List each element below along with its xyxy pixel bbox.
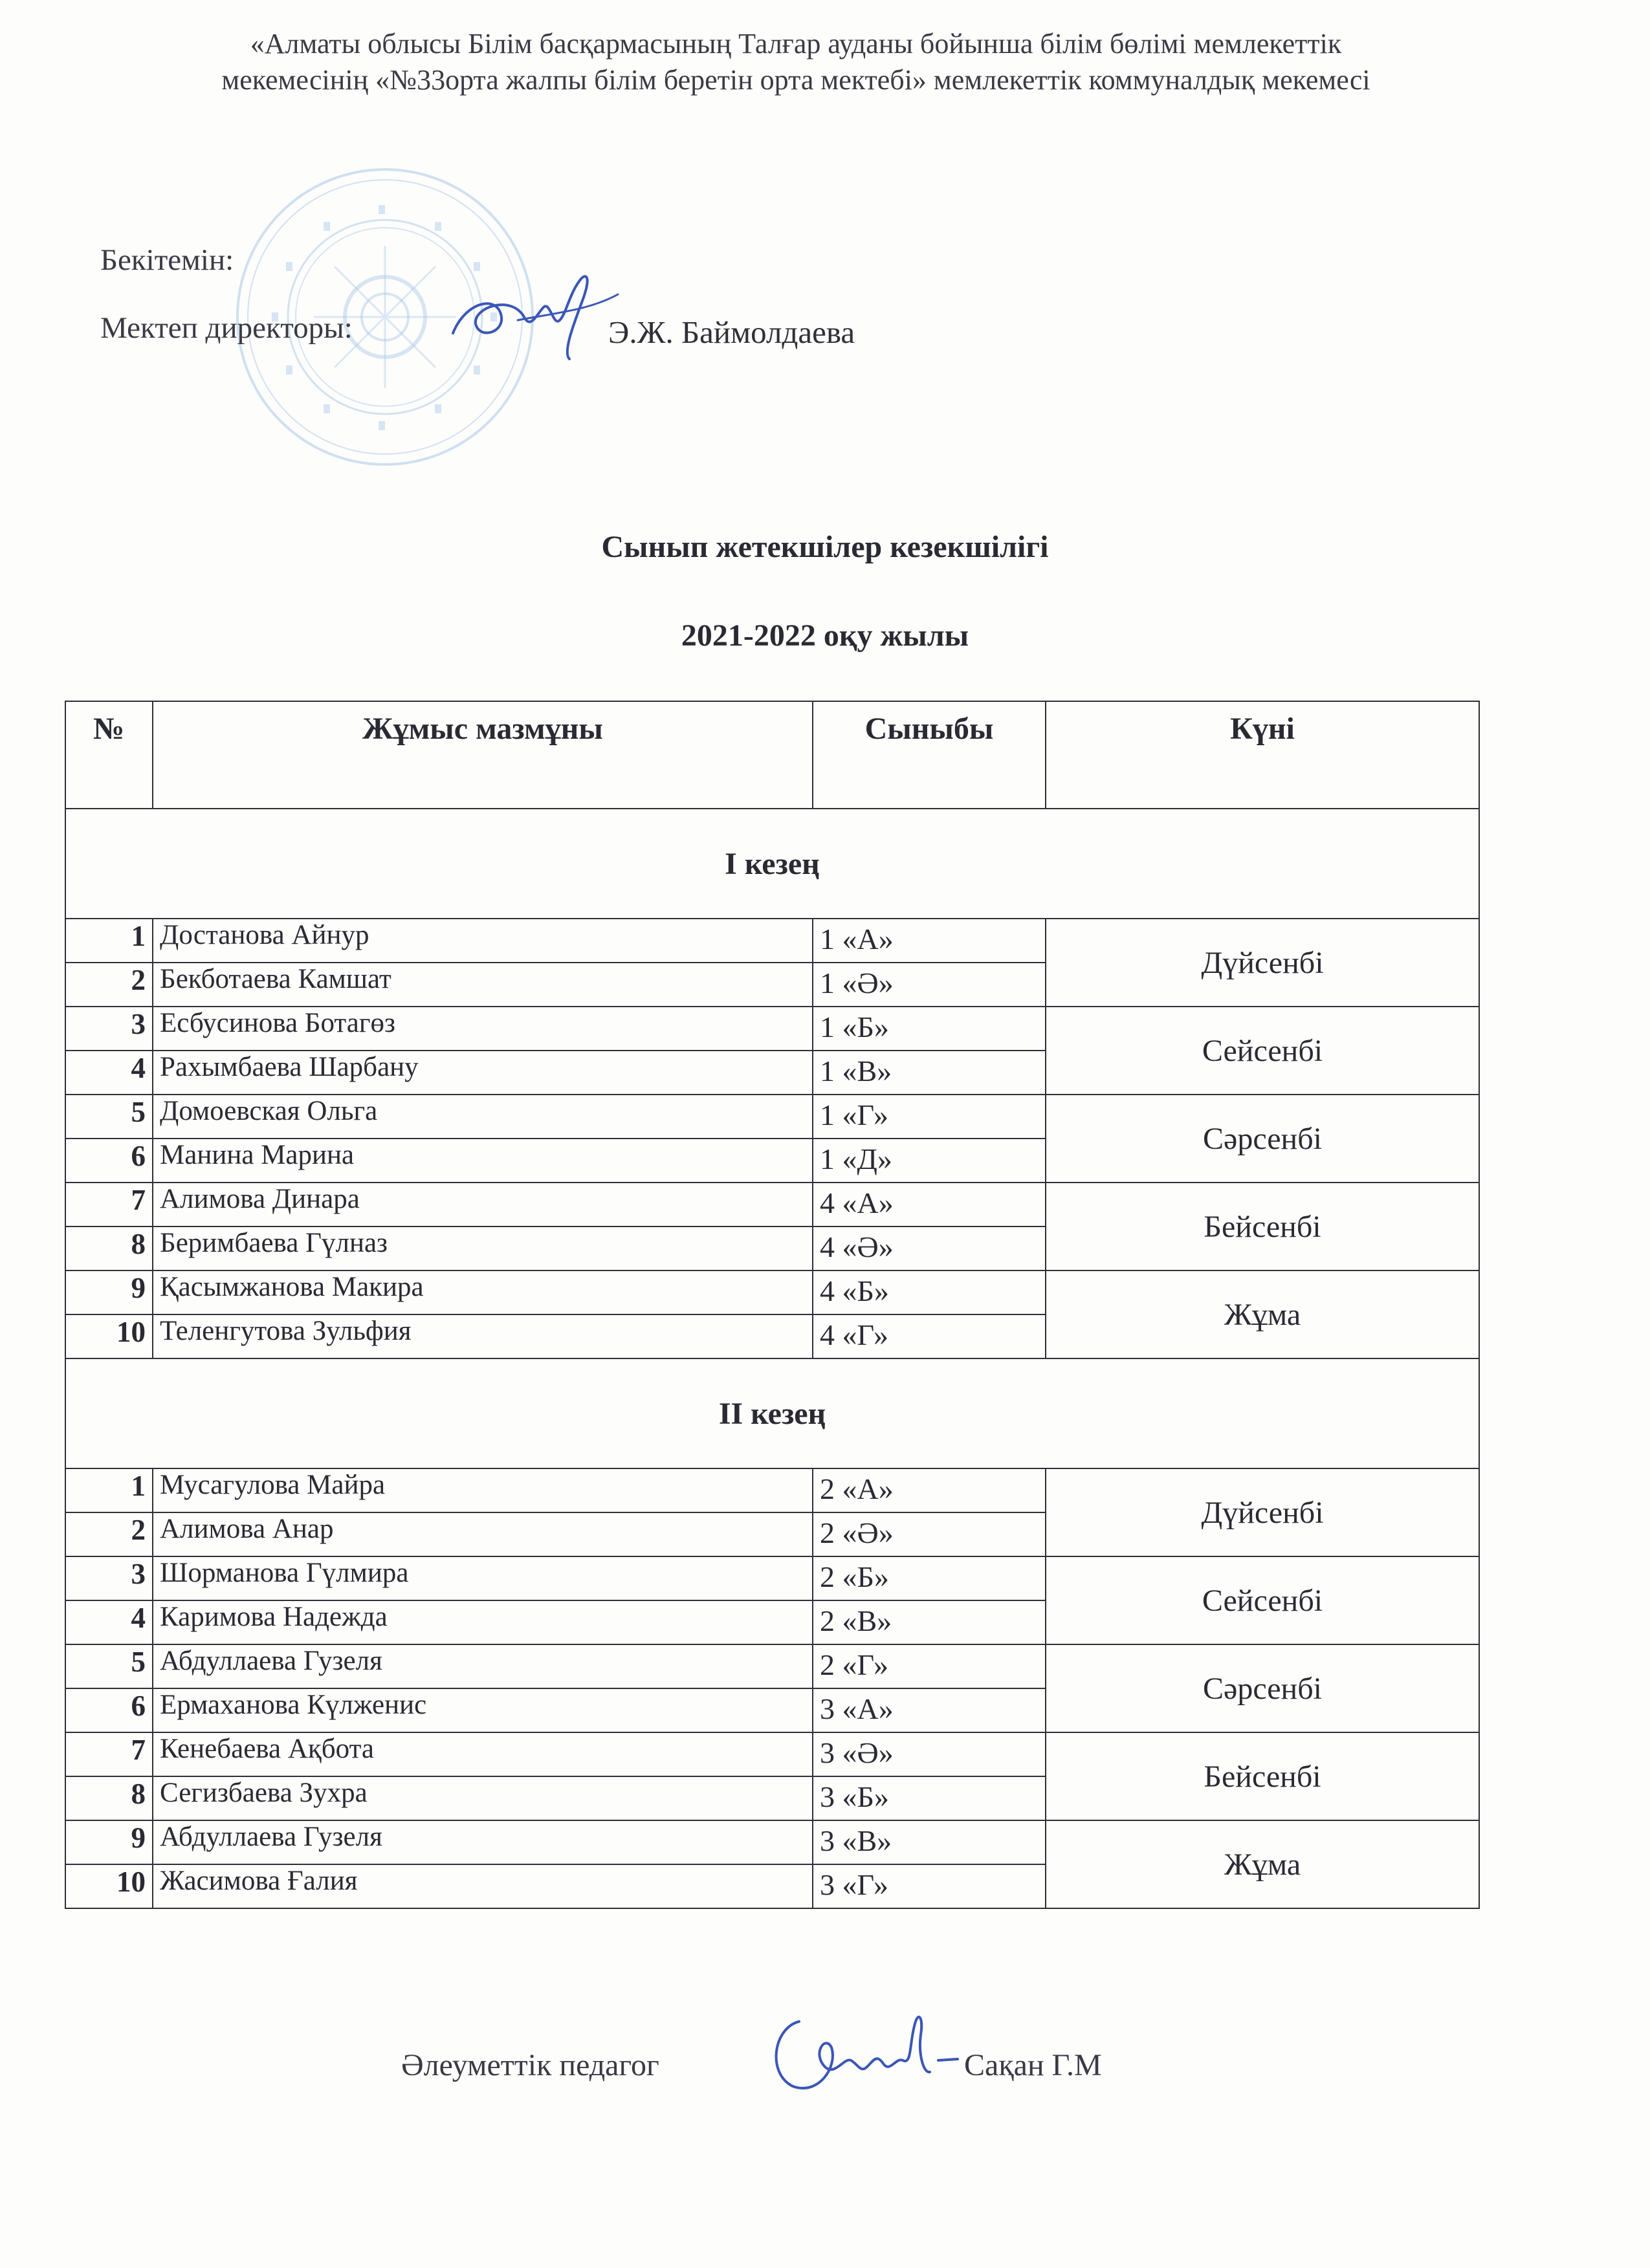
stage-1-label: I кезең (65, 809, 1479, 919)
table-row (65, 1183, 1479, 1227)
teacher-name: Рахымбаева Шарбану (153, 1051, 813, 1095)
class-cell: 2 «Ә» (813, 1512, 1046, 1556)
school-header (78, 26, 1514, 98)
approval-label: Бекітемін: (100, 243, 234, 277)
day-cell: Дүйсенбі (1046, 1468, 1479, 1556)
row-number: 9 (65, 1270, 153, 1314)
social-pedagogue-name: Сақан Г.М (964, 2048, 1102, 2082)
teacher-name: Алимова Динара (153, 1183, 813, 1227)
row-number: 1 (65, 919, 153, 963)
row-number: 10 (65, 1864, 153, 1908)
teacher-name: Достанова Айнур (153, 919, 813, 963)
row-number: 2 (65, 963, 153, 1007)
class-cell: 3 «Ә» (813, 1732, 1046, 1776)
day-cell: Жұма (1046, 1270, 1479, 1358)
day-cell: Бейсенбі (1046, 1732, 1479, 1820)
class-cell: 3 «Б» (813, 1776, 1046, 1820)
header-line-1: «Алматы облысы Білім басқармасының Талғар ауданы бойынша білім бөлімі мемлекеттік (250, 28, 1342, 60)
teacher-name: Сегизбаева Зухра (153, 1776, 813, 1820)
class-cell: 1 «Г» (813, 1095, 1046, 1139)
row-number: 5 (65, 1644, 153, 1688)
day-cell: Дүйсенбі (1046, 919, 1479, 1007)
class-cell: 1 «В» (813, 1051, 1046, 1095)
day-cell: Бейсенбі (1046, 1183, 1479, 1270)
day-cell: Сәрсенбі (1046, 1644, 1479, 1732)
teacher-name: Манина Марина (153, 1139, 813, 1183)
duty-schedule-table (65, 701, 1480, 1909)
day-cell: Сәрсенбі (1046, 1095, 1479, 1183)
class-cell: 4 «Г» (813, 1314, 1046, 1358)
class-cell: 1 «Д» (813, 1139, 1046, 1183)
pedagogue-signature (754, 1996, 967, 2106)
header-day: Күні (1046, 701, 1479, 809)
day-cell: Жұма (1046, 1820, 1479, 1908)
row-number: 3 (65, 1007, 153, 1051)
class-cell: 1 «Ә» (813, 963, 1046, 1007)
teacher-name: Бекботаева Камшат (153, 963, 813, 1007)
day-cell: Сейсенбі (1046, 1556, 1479, 1644)
table-row (65, 1095, 1479, 1139)
teacher-name: Есбусинова Ботагөз (153, 1007, 813, 1051)
class-cell: 3 «Г» (813, 1864, 1046, 1908)
teacher-name: Теленгутова Зульфия (153, 1314, 813, 1358)
class-cell: 2 «А» (813, 1468, 1046, 1512)
row-number: 9 (65, 1820, 153, 1864)
teacher-name: Алимова Анар (153, 1512, 813, 1556)
teacher-name: Қасымжанова Макира (153, 1270, 813, 1314)
day-cell: Сейсенбі (1046, 1007, 1479, 1095)
class-cell: 2 «Г» (813, 1644, 1046, 1688)
academic-year: 2021-2022 оқу жылы (681, 618, 969, 653)
teacher-name: Ермаханова Күлженис (153, 1688, 813, 1732)
row-number: 1 (65, 1468, 153, 1512)
table-row (65, 1007, 1479, 1051)
header-line-2: мекемесінің «№33орта жалпы білім беретін орта мектебі» мемлекеттік коммуналдық мекемесі (221, 64, 1370, 96)
row-number: 4 (65, 1051, 153, 1095)
director-label: Мектеп директоры: (100, 311, 353, 345)
header-class: Сыныбы (813, 701, 1046, 809)
class-cell: 4 «Б» (813, 1270, 1046, 1314)
table-row (65, 1644, 1479, 1688)
director-signature (440, 256, 634, 365)
teacher-name: Домоевская Ольга (153, 1095, 813, 1139)
teacher-name: Каримова Надежда (153, 1600, 813, 1644)
class-cell: 2 «В» (813, 1600, 1046, 1644)
row-number: 7 (65, 1732, 153, 1776)
table-row (65, 919, 1479, 963)
stage-row (65, 809, 1479, 919)
teacher-name: Беримбаева Гүлназ (153, 1227, 813, 1270)
row-number: 2 (65, 1512, 153, 1556)
table-row (65, 1732, 1479, 1776)
document-title: Сынып жетекшілер кезекшілігі (601, 530, 1049, 564)
teacher-name: Абдуллаева Гузеля (153, 1820, 813, 1864)
header-number: № (65, 701, 153, 809)
row-number: 8 (65, 1776, 153, 1820)
row-number: 8 (65, 1227, 153, 1270)
class-cell: 3 «А» (813, 1688, 1046, 1732)
teacher-name: Кенебаева Ақбота (153, 1732, 813, 1776)
class-cell: 4 «Ә» (813, 1227, 1046, 1270)
row-number: 6 (65, 1139, 153, 1183)
class-cell: 3 «В» (813, 1820, 1046, 1864)
table-row (65, 1270, 1479, 1314)
row-number: 4 (65, 1600, 153, 1644)
teacher-name: Абдуллаева Гузеля (153, 1644, 813, 1688)
row-number: 10 (65, 1314, 153, 1358)
teacher-name: Шорманова Гүлмира (153, 1556, 813, 1600)
class-cell: 1 «Б» (813, 1007, 1046, 1051)
row-number: 7 (65, 1183, 153, 1227)
row-number: 5 (65, 1095, 153, 1139)
teacher-name: Мусагулова Майра (153, 1468, 813, 1512)
table-row (65, 1820, 1479, 1864)
table-row (65, 1556, 1479, 1600)
stage-2-label: II кезең (65, 1358, 1479, 1468)
social-pedagogue-label: Әлеуметтік педагог (401, 2048, 659, 2082)
stage-row (65, 1358, 1479, 1468)
class-cell: 2 «Б» (813, 1556, 1046, 1600)
row-number: 3 (65, 1556, 153, 1600)
class-cell: 1 «А» (813, 919, 1046, 963)
table-header-row (65, 701, 1479, 809)
table-row (65, 1468, 1479, 1512)
teacher-name: Жасимова Ғалия (153, 1864, 813, 1908)
director-name: Э.Ж. Баймолдаева (608, 314, 855, 350)
class-cell: 4 «А» (813, 1183, 1046, 1227)
row-number: 6 (65, 1688, 153, 1732)
header-work-content: Жұмыс мазмұны (153, 701, 813, 809)
